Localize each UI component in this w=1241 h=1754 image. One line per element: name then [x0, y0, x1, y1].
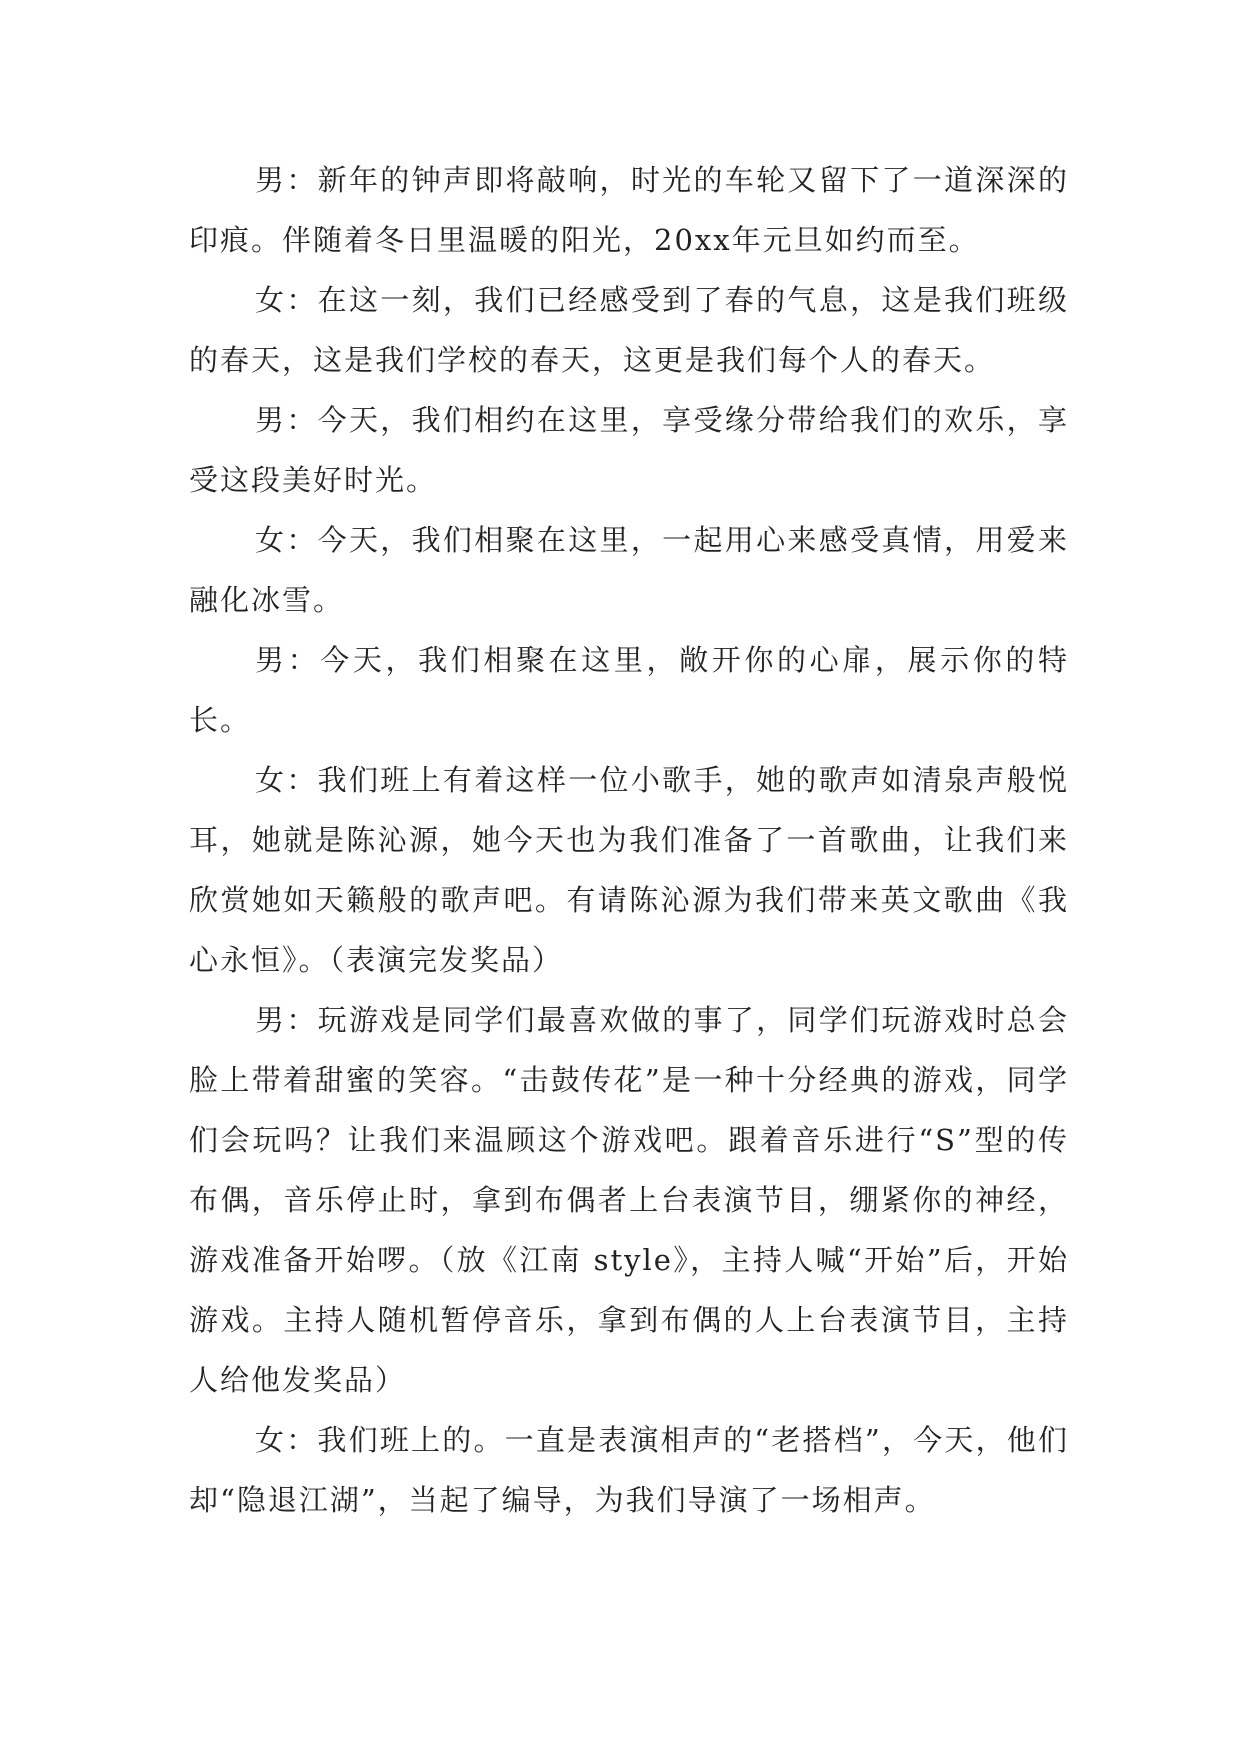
paragraph-1: 男：新年的钟声即将敲响，时光的车轮又留下了一道深深的印痕。伴随着冬日里温暖的阳光，20xx年元旦如约而至。 — [189, 163, 1069, 257]
paragraph-6: 女：我们班上有着这样一位小歌手，她的歌声如清泉声般悦耳，她就是陈沁源，她今天也为我们准备了一首歌曲，让我们来欣赏她如天籁般的歌声吧。有请陈沁源为我们带来英文歌曲《我心永恒》。（表演完发奖品） — [189, 763, 1069, 977]
paragraph-8: 女：我们班上的。一直是表演相声的“老搭档”，今天，他们却“隐退江湖”，当起了编导，为我们导演了一场相声。 — [189, 1423, 1069, 1517]
paragraph-2: 女：在这一刻，我们已经感受到了春的气息，这是我们班级的春天，这是我们学校的春天，这更是我们每个人的春天。 — [189, 283, 1069, 377]
document-body — [189, 150, 1069, 1530]
paragraph-5: 男：今天，我们相聚在这里，敞开你的心扉，展示你的特长。 — [189, 643, 1069, 737]
paragraph-4: 女：今天，我们相聚在这里，一起用心来感受真情，用爱来融化冰雪。 — [189, 523, 1069, 617]
paragraph-3: 男：今天，我们相约在这里，享受缘分带给我们的欢乐，享受这段美好时光。 — [189, 403, 1069, 497]
paragraph-7: 男：玩游戏是同学们最喜欢做的事了，同学们玩游戏时总会脸上带着甜蜜的笑容。“击鼓传花”是一种十分经典的游戏，同学们会玩吗？让我们来温顾这个游戏吧。跟着音乐进行“S”型的传布偶，音乐停止时，拿到布偶者上台表演节目，绷紧你的神经，游戏准备开始啰。（放《江南 style》，主持人喊“开始”后，开始游戏。主持人随机暂停音乐，拿到布偶的人上台表演节目，主持人给他发奖品） — [189, 1003, 1069, 1397]
